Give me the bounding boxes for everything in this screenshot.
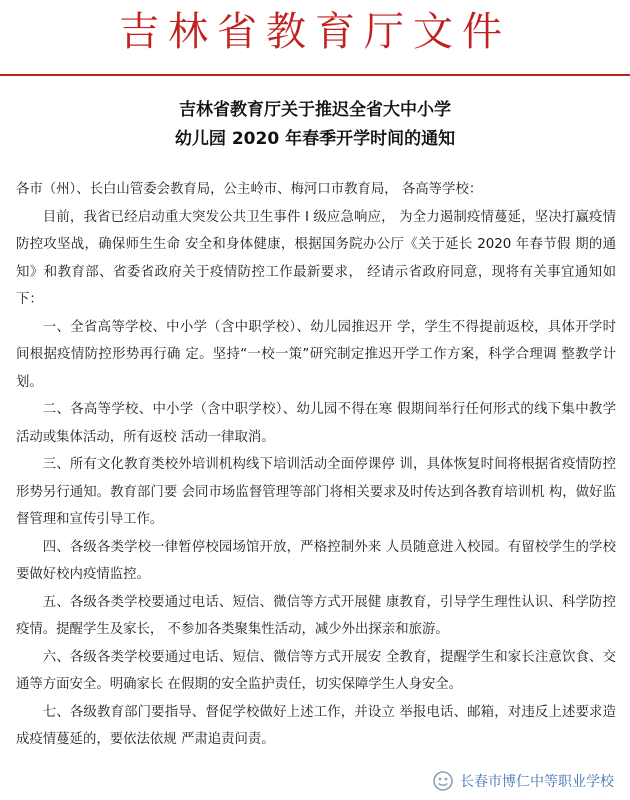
notice-body xyxy=(16,176,616,754)
watermark-text: 长春市博仁中等职业学校 xyxy=(460,774,614,790)
document-header xyxy=(0,0,630,92)
notice-title-line-1: 吉林省教育厅关于推迟全省大中小学 xyxy=(179,100,451,120)
paragraph-item-1: 一、全省高等学校、中小学（含中职学校）、幼儿园推迟开 学，学生不得提前返校，具体开学时间根据疫情防控形势再行确 定。坚持“一校一策”研究制定推迟开学工作方案，科学合理调 整教学计划。 xyxy=(16,319,616,390)
paragraph-item-7: 七、各级教育部门要指导、督促学校做好上述工作，并设立 举报电话、邮箱，对违反上述要求造成疫情蔓延的，要依法依规 严肃追责问责。 xyxy=(16,704,616,747)
source-watermark xyxy=(428,768,618,794)
paragraph-intro: 目前，我省已经启动重大突发公共卫生事件 I 级应急响应， 为全力遏制疫情蔓延，坚决打赢疫情防控攻坚战，确保师生生命 安全和身体健康，根据国务院办公厅《关于延长 2020 年春节假 期的通知》和教育部、省委省政府关于疫情防控工作最新要求， 经请示省政府同意，现将有关事宜通知如下： xyxy=(16,209,616,307)
wechat-channel-icon xyxy=(432,770,454,792)
header-red-rule xyxy=(0,74,630,76)
paragraph-item-6: 六、各级各类学校要通过电话、短信、微信等方式开展安 全教育，提醒学生和家长注意饮食、交通等方面安全。明确家长 在假期的安全监护责任，切实保障学生人身安全。 xyxy=(16,649,616,692)
issuing-authority-title: 吉林省教育厅文件 xyxy=(119,9,511,55)
notice-title-line-2: 幼儿园 2020 年春季开学时间的通知 xyxy=(174,129,456,149)
paragraph-item-4: 四、各级各类学校一律暂停校园场馆开放，严格控制外来 人员随意进入校园。有留校学生的学校要做好校内疫情监控。 xyxy=(16,539,616,582)
addressee: 各市（州）、长白山管委会教育局，公主岭市、梅河口市教育局， 各高等学校： xyxy=(16,182,483,197)
paragraph-item-5: 五、各级各类学校要通过电话、短信、微信等方式开展健 康教育，引导学生理性认识、科学防控疫情。提醒学生及家长， 不参加各类聚集性活动，减少外出探亲和旅游。 xyxy=(16,594,616,637)
paragraph-item-3: 三、所有文化教育类校外培训机构线下培训活动全面停课停 训，具体恢复时间将根据省疫情防控形势另行通知。教育部门要 会同市场监督管理等部门将相关要求及时传达到各教育培训机 构，做好监督管理和宣传引导工作。 xyxy=(16,457,616,527)
paragraph-item-2: 二、各高等学校、中小学（含中职学校）、幼儿园不得在寒 假期间举行任何形式的线下集中教学活动或集体活动，所有返校 活动一律取消。 xyxy=(16,402,616,445)
